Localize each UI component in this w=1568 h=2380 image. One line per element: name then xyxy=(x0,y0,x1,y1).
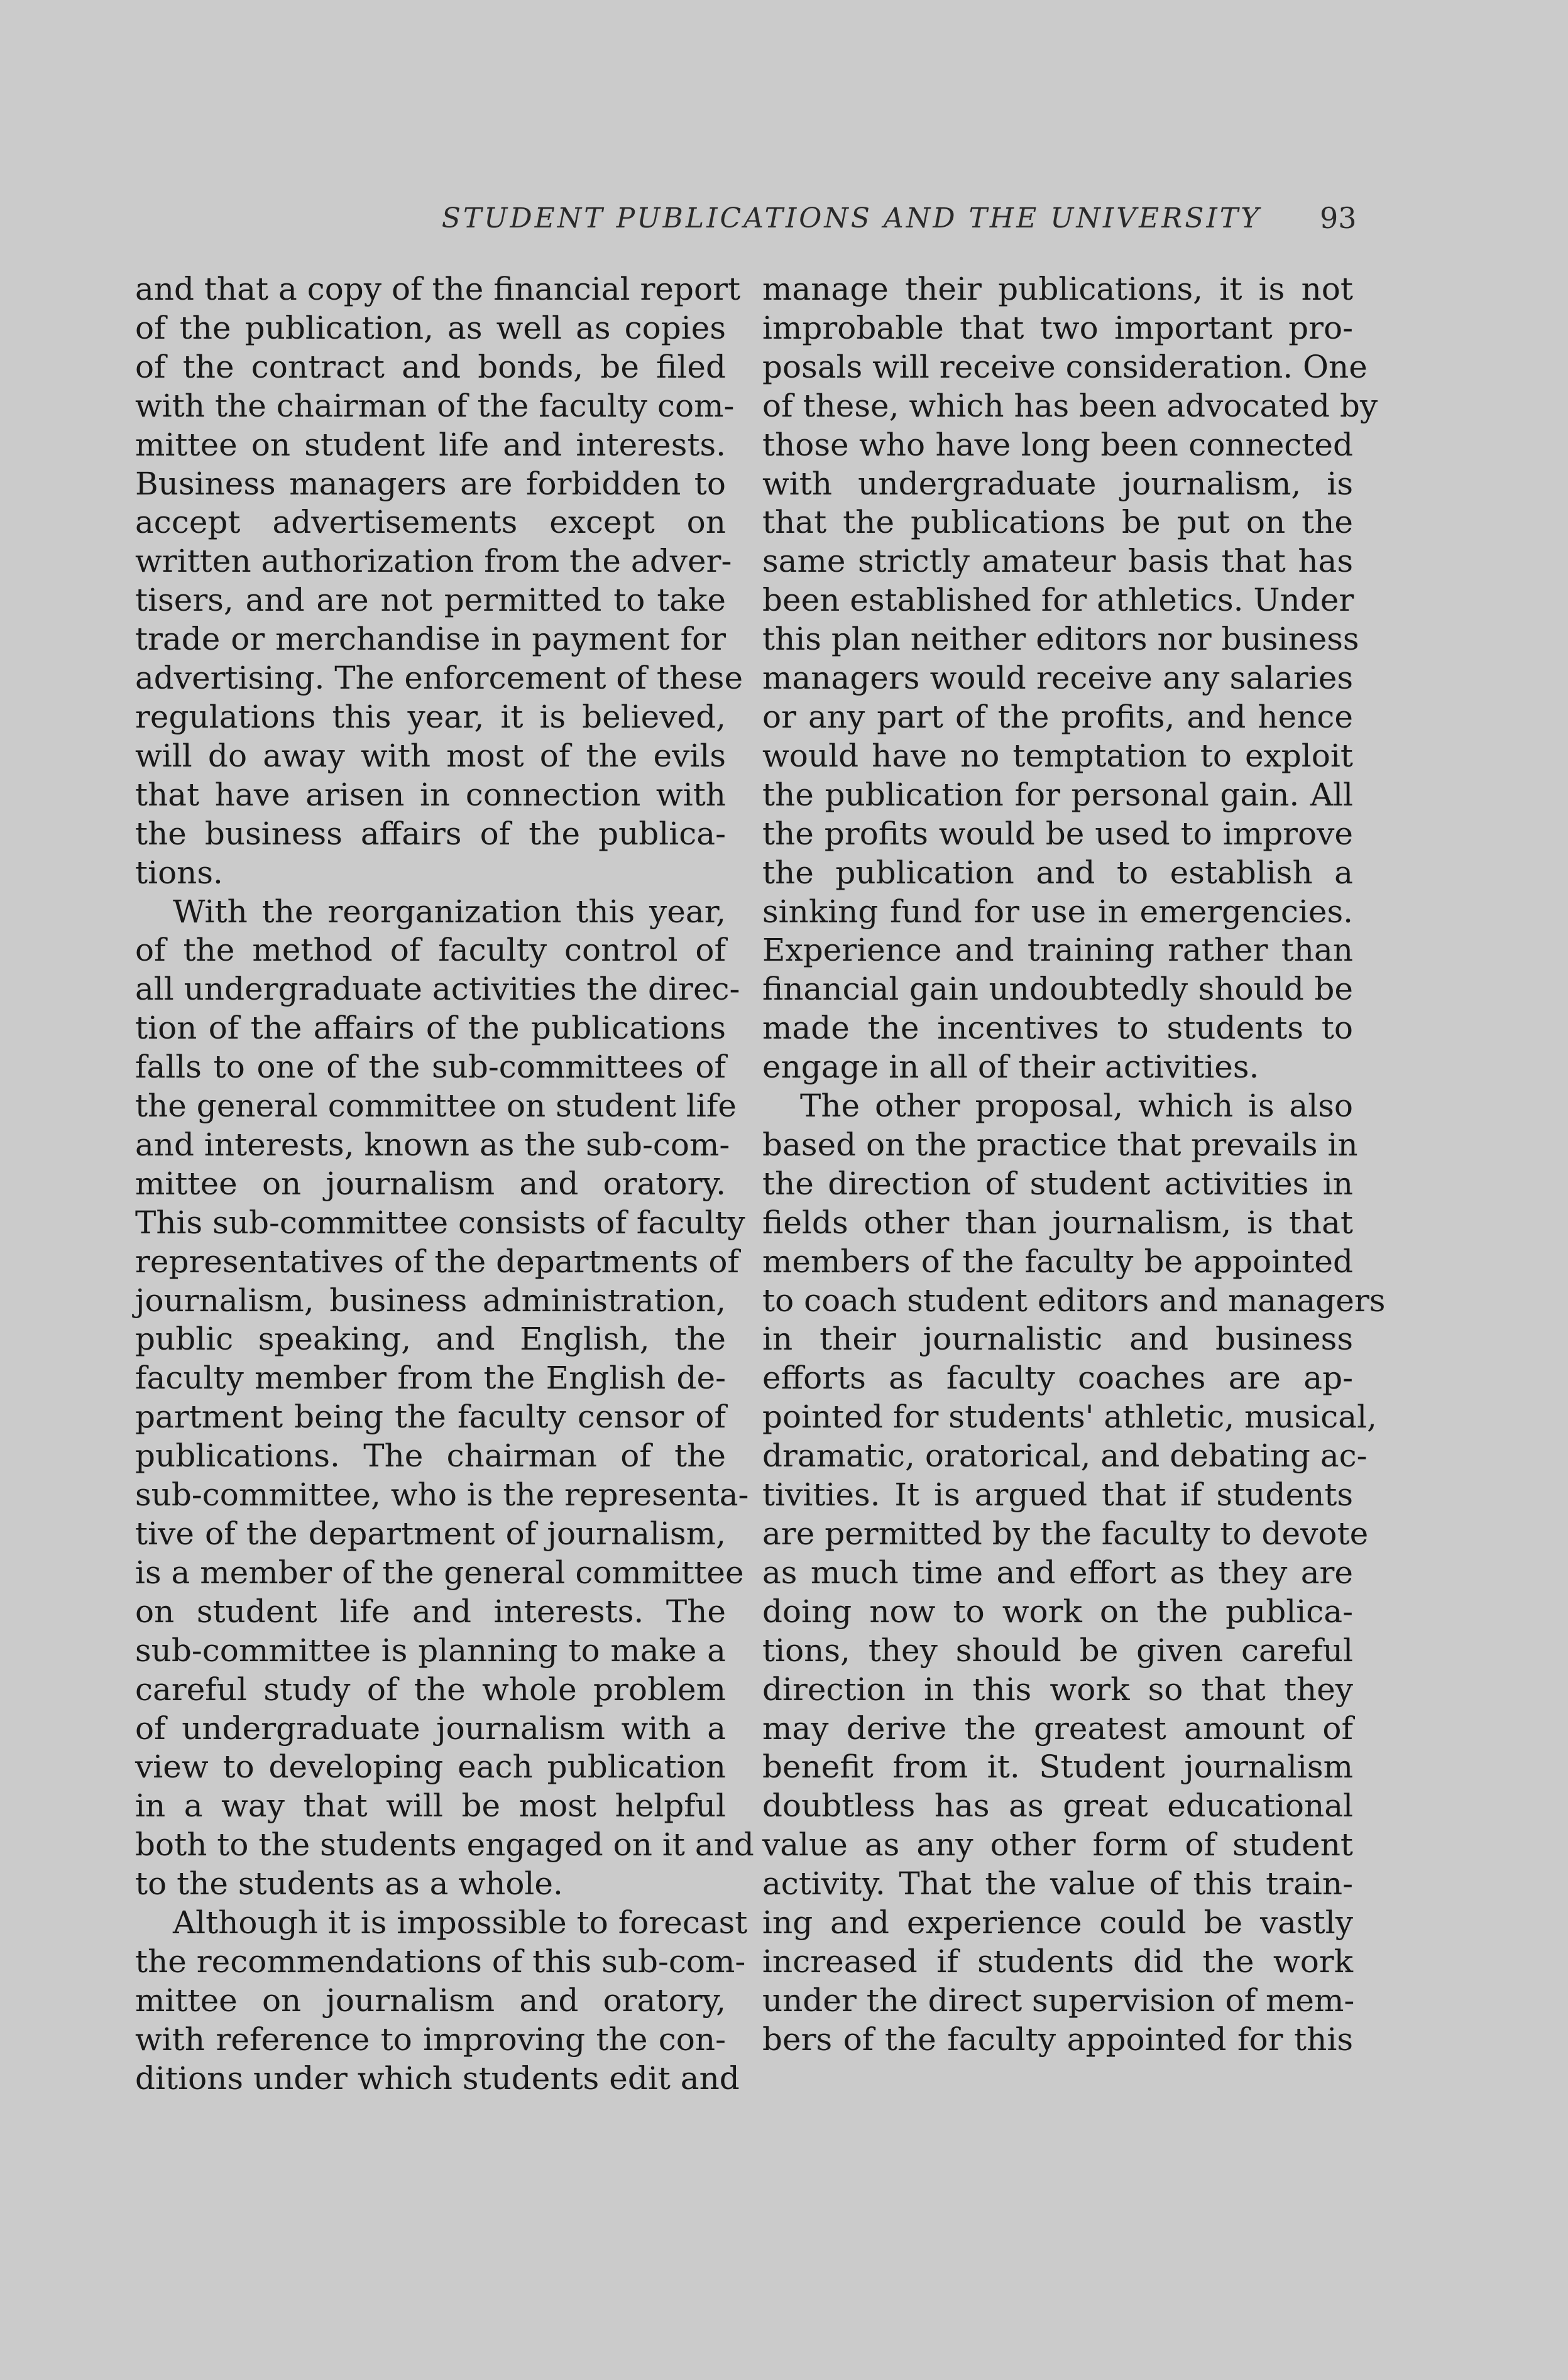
text-line: Although it is impossible to forecast xyxy=(173,1904,748,1941)
text-line: of undergraduate journalism with a xyxy=(135,1710,726,1747)
text-line: tion of the affairs of the publications xyxy=(135,1010,726,1047)
text-line: financial gain undoubtedly should be xyxy=(762,971,1353,1008)
text-line: value as any other form of student xyxy=(762,1826,1353,1864)
text-line: direction in this work so that they xyxy=(762,1671,1353,1708)
text-line: of these, which has been advocated by xyxy=(762,387,1378,424)
text-line: is a member of the general committee xyxy=(135,1554,744,1591)
running-head: STUDENT PUBLICATIONS AND THE UNIVERSITY xyxy=(441,202,1262,234)
text-line: journalism, business administration, xyxy=(135,1282,726,1319)
text-line: public speaking, and English, the xyxy=(135,1321,726,1358)
text-line: are permitted by the faculty to devote xyxy=(762,1515,1369,1552)
text-line: tions. xyxy=(135,854,223,891)
text-line: of the contract and bonds, be filed xyxy=(135,348,726,385)
text-line: tisers, and are not permitted to take xyxy=(135,582,726,619)
text-line: members of the faculty be appointed xyxy=(762,1243,1353,1280)
text-line: and interests, known as the sub-com- xyxy=(135,1126,730,1163)
text-line: that have arisen in connection with xyxy=(135,776,726,813)
text-line: regulations this year, it is believed, xyxy=(135,698,726,735)
text-line: with undergraduate journalism, is xyxy=(762,465,1353,502)
text-line: engage in all of their activities. xyxy=(762,1049,1259,1086)
text-line: activity. That the value of this train- xyxy=(762,1865,1353,1902)
text-line: publications. The chairman of the xyxy=(135,1438,726,1475)
text-line: dramatic, oratorical, and debating ac- xyxy=(762,1438,1368,1475)
text-line: as much time and effort as they are xyxy=(762,1554,1353,1591)
text-line: ditions under which students edit and xyxy=(135,2060,740,2097)
text-line: in their journalistic and business xyxy=(762,1321,1353,1358)
text-line: the profits would be used to improve xyxy=(762,815,1353,852)
text-line: or any part of the profits, and hence xyxy=(762,698,1353,735)
text-line: all undergraduate activities the direc- xyxy=(135,971,740,1008)
text-line: with reference to improving the con- xyxy=(135,2021,726,2058)
text-line: the publication for personal gain. All xyxy=(762,776,1353,813)
text-line: on student life and interests. The xyxy=(135,1593,726,1630)
text-line: to coach student editors and managers xyxy=(762,1282,1386,1319)
text-line: fields other than journalism, is that xyxy=(762,1204,1353,1241)
text-line: advertising. The enforcement of these xyxy=(135,660,743,697)
text-line: made the incentives to students to xyxy=(762,1010,1353,1047)
text-line: same strictly amateur basis that has xyxy=(762,543,1353,580)
text-line: based on the practice that prevails in xyxy=(762,1126,1358,1163)
text-line: This sub-committee consists of faculty xyxy=(135,1204,745,1241)
text-line: increased if students did the work xyxy=(762,1943,1353,1980)
text-line: sub-committee is planning to make a xyxy=(135,1632,726,1669)
text-line: faculty member from the English de- xyxy=(135,1360,726,1397)
text-line: of the publication, as well as copies xyxy=(135,309,726,346)
text-line: mittee on journalism and oratory. xyxy=(135,1165,726,1202)
text-line: may derive the greatest amount of xyxy=(762,1710,1353,1747)
text-line: under the direct supervision of mem- xyxy=(762,1982,1355,2019)
text-line: tivities. It is argued that if students xyxy=(762,1477,1353,1514)
text-line: manage their publications, it is not xyxy=(762,271,1353,307)
text-line: the publication and to establish a xyxy=(762,854,1353,891)
text-line: With the reorganization this year, xyxy=(173,893,726,930)
text-line: efforts as faculty coaches are ap- xyxy=(762,1360,1353,1397)
text-line: been established for athletics. Under xyxy=(762,582,1354,619)
text-line: of the method of faculty control of xyxy=(135,932,726,969)
text-line: would have no temptation to exploit xyxy=(762,737,1353,774)
text-line: the direction of student activities in xyxy=(762,1165,1353,1202)
text-line: that the publications be put on the xyxy=(762,504,1353,541)
text-line: those who have long been connected xyxy=(762,426,1353,463)
text-line: trade or merchandise in payment for xyxy=(135,621,726,658)
text-line: both to the students engaged on it and xyxy=(135,1826,754,1864)
text-line: careful study of the whole problem xyxy=(135,1671,726,1708)
text-line: written authorization from the adver- xyxy=(135,543,732,580)
text-line: mittee on student life and interests. xyxy=(135,426,726,463)
text-line: improbable that two important pro- xyxy=(762,309,1353,346)
text-line: partment being the faculty censor of xyxy=(135,1399,726,1436)
text-line: Business managers are forbidden to xyxy=(135,465,726,502)
text-line: Experience and training rather than xyxy=(762,932,1353,969)
text-line: sub-committee, who is the representa- xyxy=(135,1477,749,1514)
page-number: 93 xyxy=(1320,201,1357,235)
left-text-column xyxy=(135,270,754,2099)
text-line: benefit from it. Student journalism xyxy=(762,1749,1353,1786)
text-line: tions, they should be given careful xyxy=(762,1632,1353,1669)
text-line: will do away with most of the evils xyxy=(135,737,726,774)
text-line: The other proposal, which is also xyxy=(800,1088,1353,1125)
text-line: the recommendations of this sub-com- xyxy=(135,1943,746,1980)
text-line: the general committee on student life xyxy=(135,1088,737,1125)
text-line: in a way that will be most helpful xyxy=(135,1788,726,1825)
text-line: tive of the department of journalism, xyxy=(135,1515,726,1552)
text-line: sinking fund for use in emergencies. xyxy=(762,893,1353,930)
text-line: doubtless has as great educational xyxy=(762,1788,1353,1825)
text-line: posals will receive consideration. One xyxy=(762,348,1368,385)
text-line: view to developing each publication xyxy=(135,1749,726,1786)
text-line: and that a copy of the financial report xyxy=(135,271,741,307)
text-line: to the students as a whole. xyxy=(135,1865,563,1902)
text-line: this plan neither editors nor business xyxy=(762,621,1359,658)
text-line: representatives of the departments of xyxy=(135,1243,739,1280)
right-text-column xyxy=(762,270,1386,2060)
text-line: pointed for students' athletic, musical, xyxy=(762,1399,1377,1436)
text-line: the business affairs of the publica- xyxy=(135,815,726,852)
text-line: falls to one of the sub-committees of xyxy=(135,1049,726,1086)
text-line: doing now to work on the publica- xyxy=(762,1593,1353,1630)
text-line: managers would receive any salaries xyxy=(762,660,1353,697)
text-line: accept advertisements except on xyxy=(135,504,726,541)
text-line: bers of the faculty appointed for this xyxy=(762,2021,1353,2058)
text-line: ing and experience could be vastly xyxy=(762,1904,1353,1941)
text-line: with the chairman of the faculty com- xyxy=(135,387,735,424)
text-line: mittee on journalism and oratory, xyxy=(135,1982,726,2019)
